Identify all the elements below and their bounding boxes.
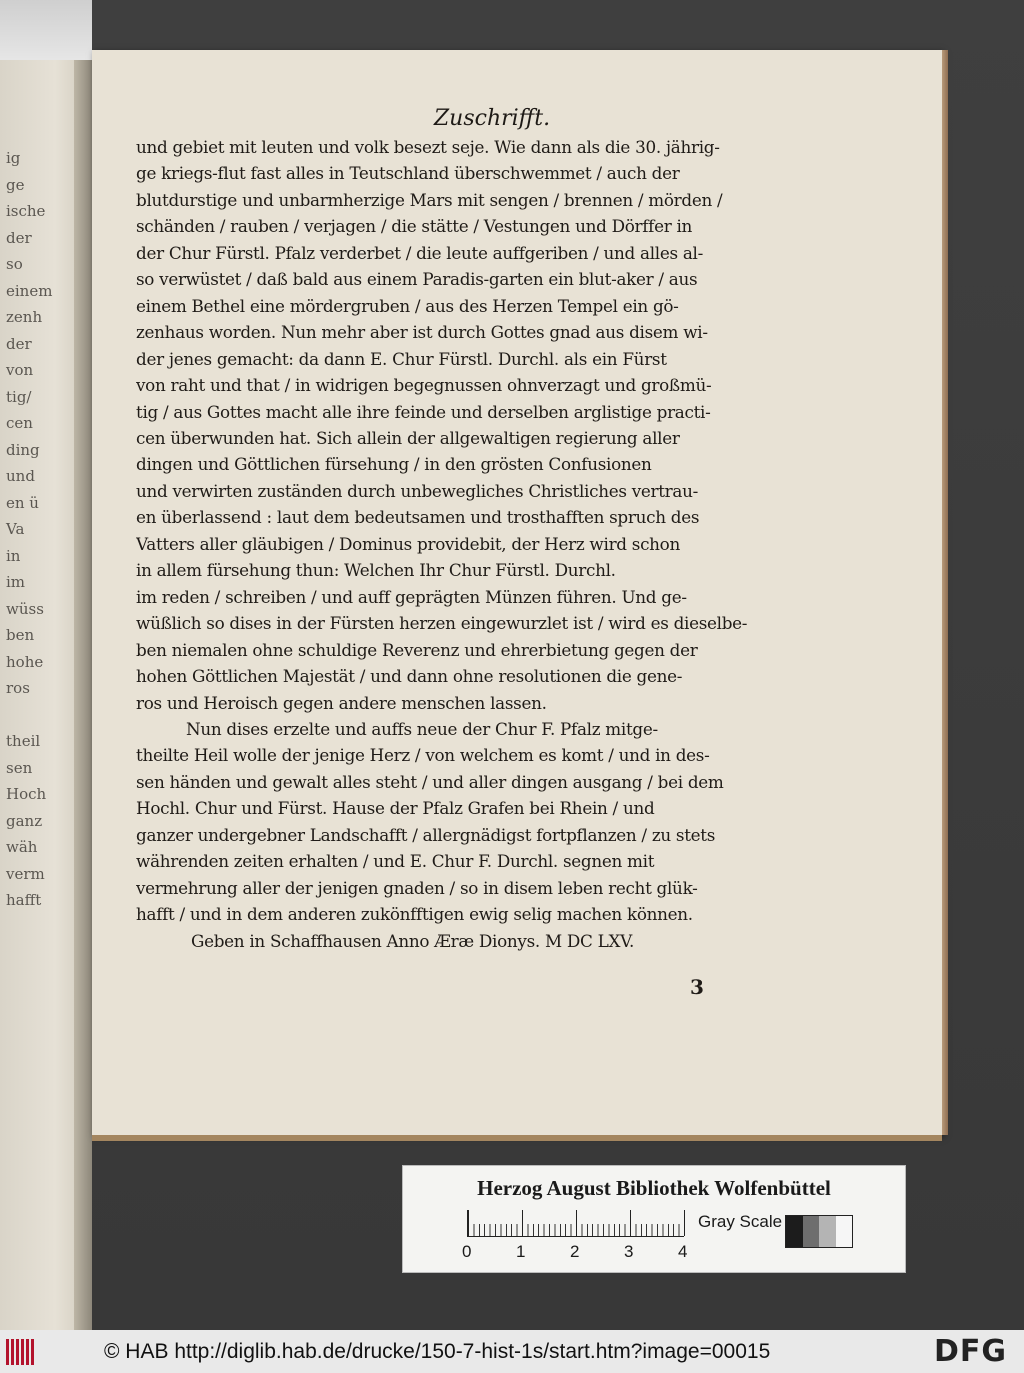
book-page: [92, 50, 942, 1135]
ruler-number: 0: [462, 1242, 472, 1261]
text-line: wüßlich so dises in der Fürsten herzen eingewurzlet ist / wird es dieselbe-: [136, 613, 748, 634]
logo-bar: [6, 1339, 9, 1365]
left-page-fragment: hohe: [6, 652, 44, 671]
left-page-fragment: im: [6, 573, 26, 591]
text-line: hafft / und in dem anderen zukönfftigen ewig selig machen können.: [136, 904, 693, 925]
left-page-fragment: Va: [6, 520, 25, 538]
text-line: ganzer undergebner Landschafft / allergnädigst fortpflanzen / zu stets: [136, 824, 716, 845]
book-binding: [74, 60, 92, 1330]
scan-top-edge: [0, 0, 92, 60]
left-page-fragment: zenh: [6, 308, 43, 326]
text-line: der Chur Fürstl. Pfalz verderbet / die leute auffgeriben / und alles al-: [136, 242, 703, 263]
logo-bar: [31, 1339, 34, 1365]
left-page-fragment: von: [6, 361, 34, 379]
dfg-logo: DFG: [934, 1334, 1008, 1369]
page-edge: [942, 50, 948, 1135]
ruler-major-tick: [630, 1210, 631, 1236]
text-line: dingen und Göttlichen fürsehung / in den grösten Confusionen: [136, 454, 652, 475]
text-line: ros und Heroisch gegen andere menschen lassen.: [136, 692, 547, 713]
ruler-major-tick: [684, 1210, 685, 1236]
left-page-strip: [0, 60, 92, 1330]
left-page-fragment: so: [6, 255, 23, 273]
ruler-number: 4: [678, 1242, 688, 1261]
left-page-fragment: ben: [6, 626, 35, 644]
ruler-number: 1: [516, 1242, 526, 1261]
page-body-text: [136, 134, 760, 954]
logo-bar: [11, 1339, 14, 1365]
text-line: im reden / schreiben / und auff geprägten Münzen führen. Und ge-: [136, 586, 687, 607]
left-page-fragment: ros: [6, 679, 30, 697]
left-page-fragment: [6, 702, 66, 729]
ruler-numbers: [459, 1242, 699, 1262]
hab-logo-icon: [6, 1339, 40, 1365]
text-line: Nun dises erzelte und auffs neue der Chur F. Pfalz mitge-: [186, 718, 658, 739]
signature-mark: 3: [690, 975, 704, 999]
logo-bar: [16, 1339, 19, 1365]
left-page-text-fragments: [6, 145, 66, 914]
text-line: vermehrung aller der jenigen gnaden / so in disem leben recht glük-: [136, 877, 698, 898]
text-line: so verwüstet / daß bald aus einem Paradis-garten ein blut-aker / aus: [136, 269, 698, 290]
page-bottom-edge: [92, 1135, 942, 1141]
left-page-fragment: ding: [6, 440, 40, 459]
left-page-fragment: ische: [6, 202, 46, 220]
text-line: en überlassend : laut dem bedeutsamen und trosthafften spruch des: [136, 507, 700, 528]
left-page-fragment: der: [6, 334, 32, 353]
library-name: Herzog August Bibliothek Wolfenbüttel: [477, 1176, 831, 1200]
left-page-fragment: hafft: [6, 891, 42, 909]
text-line: Hochl. Chur und Fürst. Hause der Pfalz Grafen bei Rhein / und: [136, 798, 655, 819]
left-page-fragment: en ü: [6, 493, 39, 512]
text-line: theilte Heil wolle der jenige Herz / von welchem es komt / und in des-: [136, 745, 710, 766]
text-line: sen händen und gewalt alles steht / und aller dingen ausgang / bei dem: [136, 771, 724, 792]
gray-swatch: [836, 1216, 853, 1247]
text-line: in allem fürsehung thun: Welchen Ihr Chur Fürstl. Durchl.: [136, 560, 616, 581]
left-page-fragment: und: [6, 467, 35, 485]
left-page-fragment: der: [6, 228, 32, 247]
left-page-fragment: wäh: [6, 838, 38, 856]
cm-ruler: [467, 1210, 684, 1237]
text-line: währenden zeiten erhalten / und E. Chur F. Durchl. segnen mit: [136, 851, 655, 872]
left-page-fragment: tig/: [6, 387, 32, 406]
text-line: hohen Göttlichen Majestät / und dann ohne resolutionen die gene-: [136, 666, 683, 687]
footer-bar: [0, 1330, 1024, 1373]
left-page-fragment: ig: [6, 149, 21, 167]
text-line: schänden / rauben / verjagen / die stätte / Vestungen und Dörffer in: [136, 216, 693, 237]
gray-scale-swatches: [785, 1215, 853, 1248]
text-line: tig / aus Gottes macht alle ihre feinde und derselben arglistige practi-: [136, 401, 711, 422]
ruler-major-tick: [576, 1210, 577, 1236]
logo-bar: [26, 1339, 29, 1365]
gray-swatch: [803, 1216, 820, 1247]
left-page-fragment: wüss: [6, 599, 44, 618]
running-head: Zuschrifft.: [433, 106, 551, 131]
left-page-fragment: cen: [6, 414, 33, 432]
text-line: cen überwunden hat. Sich allein der allgewaltigen regierung aller: [136, 427, 680, 448]
text-line: ben niemalen ohne schuldige Reverenz und ehrerbietung gegen der: [136, 639, 698, 660]
left-page-fragment: ganz: [6, 811, 43, 830]
ruler-number: 2: [570, 1242, 580, 1261]
text-line: von raht und that / in widrigen begegnussen ohnverzagt und großmü-: [136, 375, 712, 396]
text-line: der jenes gemacht: da dann E. Chur Fürstl. Durchl. als ein Fürst: [136, 348, 667, 369]
ruler-number: 3: [624, 1242, 634, 1261]
ruler-major-tick: [522, 1210, 523, 1236]
ruler-major-tick: [468, 1210, 469, 1236]
text-line: blutdurstige und unbarmherzige Mars mit sengen / brennen / mörden /: [136, 189, 723, 210]
text-line: ge kriegs-flut fast alles in Teutschland überschwemmet / auch der: [136, 163, 680, 184]
text-line: und gebiet mit leuten und volk besezt seje. Wie dann als die 30. jährig-: [136, 137, 720, 157]
color-scale-card: [402, 1165, 906, 1273]
footer-link[interactable]: © HAB http://diglib.hab.de/drucke/150-7-hist-1s/start.htm?image=00015: [104, 1340, 771, 1363]
left-page-fragment: einem: [6, 281, 53, 300]
left-page-fragment: sen: [6, 758, 33, 777]
text-line: Vatters aller gläubigen / Dominus providebit, der Herz wird schon: [136, 533, 680, 554]
logo-bar: [21, 1339, 24, 1365]
left-page-fragment: Hoch: [6, 785, 47, 803]
text-line: und verwirten zuständen durch unbewegliches Christliches vertrau-: [136, 480, 698, 501]
gray-scale-label: Gray Scale: [698, 1212, 783, 1231]
left-page-fragment: theil: [6, 732, 41, 750]
left-page-fragment: in: [6, 546, 21, 565]
text-line: einem Bethel eine mördergruben / aus des Herzen Tempel ein gö-: [136, 295, 679, 316]
left-page-fragment: ge: [6, 175, 25, 194]
text-line: Geben in Schaffhausen Anno Æræ Dionys. M DC LXV.: [191, 930, 635, 951]
gray-swatch: [786, 1216, 803, 1247]
left-page-fragment: verm: [6, 864, 45, 883]
text-line: zenhaus worden. Nun mehr aber ist durch Gottes gnad aus disem wi-: [136, 322, 708, 343]
gray-swatch: [819, 1216, 836, 1247]
